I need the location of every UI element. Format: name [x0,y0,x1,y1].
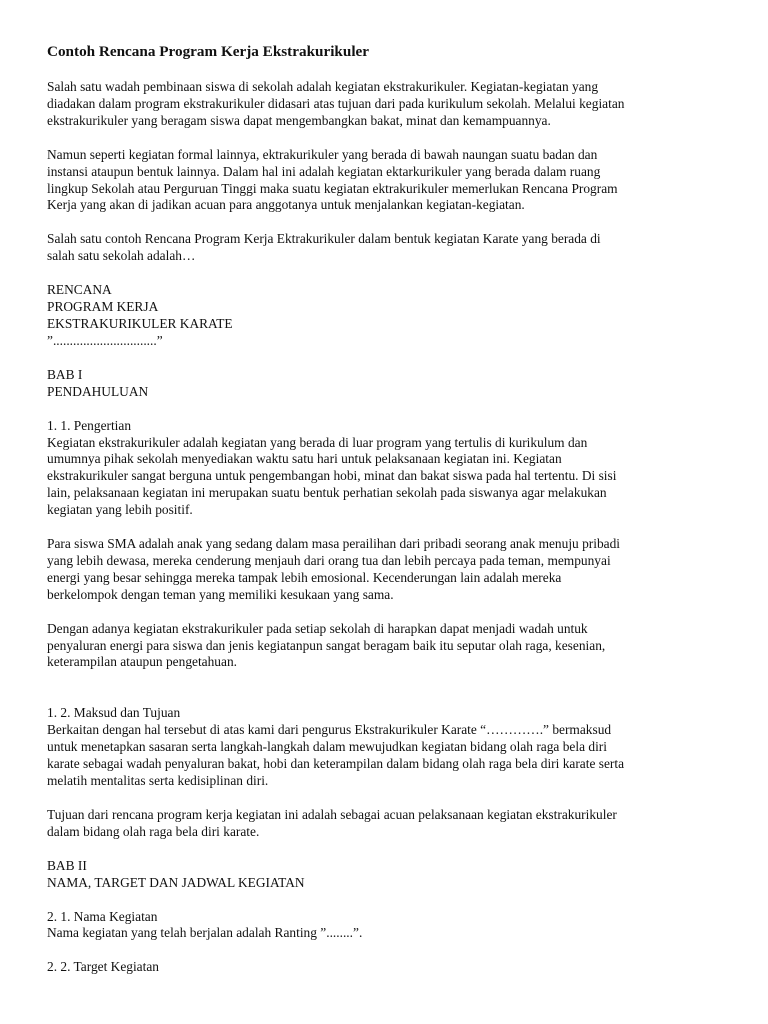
text-line: karate sebagai wadah penyaluran bakat, hobi dan keterampilan dalam bidang olah raga bela diri karate serta [47,756,625,772]
text-line: berkelompok dengan teman yang memiliki kesukaan yang sama. [47,586,394,602]
text-line: EKSTRAKURIKULER KARATE [47,315,233,331]
text-line: ekstrakurikuler yang beragam siswa dapat mengembangkan bakat, minat dan kemampuannya. [47,112,551,128]
text-line: PROGRAM KERJA [47,299,159,315]
text-line: Kegiatan ekstrakurikuler adalah kegiatan yang berada di luar program yang tertulis di kurikulum dan [47,434,588,450]
text-line: BAB I [47,366,83,382]
text-line: untuk menetapkan sasaran serta langkah-langkah dalam mewujudkan kegiatan bidang olah raga bela diri [47,739,607,755]
text-line: Salah satu contoh Rencana Program Kerja Ektrakurikuler dalam bentuk kegiatan Karate yang berada di [47,231,601,247]
text-line: 1. 2. Maksud dan Tujuan [47,705,181,721]
text-line: Kerja yang akan di jadikan acuan para anggotanya untuk menjalankan kegiatan-kegiatan. [47,197,525,213]
text-line: 2. 1. Nama Kegiatan [47,908,158,924]
text-line: melatih mentalitas serta kedisiplinan diri. [47,773,269,788]
text-line: Dengan adanya kegiatan ekstrakurikuler pada setiap sekolah di harapkan dapat menjadi wadah untuk [47,620,588,636]
text-line: kegiatan yang lebih positif. [47,502,193,518]
text-line: keterampilan ataupun pengetahuan. [47,654,237,670]
paragraph [47,147,747,215]
paragraph [47,79,747,130]
paragraph [47,536,747,604]
spacer [47,688,747,705]
text-line: RENCANA [47,282,112,298]
paragraph [47,959,747,976]
text-line: PENDAHULUAN [47,383,149,399]
text-line: 2. 2. Target Kegiatan [47,959,159,975]
paragraph [47,807,747,841]
paragraph [47,367,747,401]
text-line: Nama kegiatan yang telah berjalan adalah Ranting ”........”. [47,925,363,941]
paragraph [47,231,747,265]
text-line: energi yang besar sehingga mereka tampak lebih emosional. Kecenderungan lain adalah mereka [47,569,562,585]
text-line: umumnya pihak sekolah menyediakan waktu satu hari untuk pelaksanaan kegiatan ini. Kegiatan [47,451,562,467]
paragraph [47,282,747,350]
text-line: lingkup Sekolah atau Perguruan Tinggi maka suatu kegiatan ektrakurikuler memerlukan Rencana Program [47,180,618,196]
text-line: diadakan dalam program ekstrakurikuler didasari atas tujuan dari pada kurikulum sekolah. Melalui kegiatan [47,95,625,111]
document-title: Contoh Rencana Program Kerja Ekstrakurikuler [47,43,370,60]
text-line: lain, pelaksanaan kegiatan ini merupakan suatu bentuk perhatian sekolah pada siswanya agar melakukan [47,485,607,501]
text-line: dalam bidang olah raga bela diri karate. [47,823,260,839]
text-line: BAB II [47,857,87,873]
text-line: penyaluran energi para siswa dan jenis kegiatanpun sangat beragam baik itu seputar olah raga, kesenian, [47,637,606,653]
text-line: NAMA, TARGET DAN JADWAL KEGIATAN [47,874,305,890]
document-body [47,79,747,976]
text-line: instansi ataupun bentuk lainnya. Dalam hal ini adalah kegiatan ektarkurikuler yang berada dalam ruang [47,163,601,179]
paragraph [47,418,747,519]
text-line: Berkaitan dengan hal tersebut di atas kami dari pengurus Ekstrakurikuler Karate “………….” bermaksud [47,722,612,738]
text-line: Namun seperti kegiatan formal lainnya, ektrakurikuler yang berada di bawah naungan suatu badan dan [47,146,598,162]
paragraph [47,909,747,943]
paragraph [47,705,747,790]
text-line: Para siswa SMA adalah anak yang sedang dalam masa perailihan dari pribadi seorang anak menuju pribadi [47,536,621,552]
text-line: salah satu sekolah adalah… [47,248,196,264]
text-line: ekstrakurikuler sangat berguna untuk pengembangan hobi, minat dan bakat siswa pada hal tertentu. Di sisi [47,468,617,484]
text-line: yang lebih dewasa, mereka cenderung menjauh dari orang tua dan lebih percaya pada teman, mempunyai [47,552,611,568]
text-line: 1. 1. Pengertian [47,417,132,433]
text-line: ”...............................” [47,332,163,348]
paragraph [47,621,747,672]
document-page [47,42,747,993]
text-line: Tujuan dari rencana program kerja kegiatan ini adalah sebagai acuan pelaksanaan kegiatan ekstrakurikuler [47,806,617,822]
paragraph [47,858,747,892]
text-line: Salah satu wadah pembinaan siswa di sekolah adalah kegiatan ekstrakurikuler. Kegiatan-kegiatan yang [47,79,599,94]
